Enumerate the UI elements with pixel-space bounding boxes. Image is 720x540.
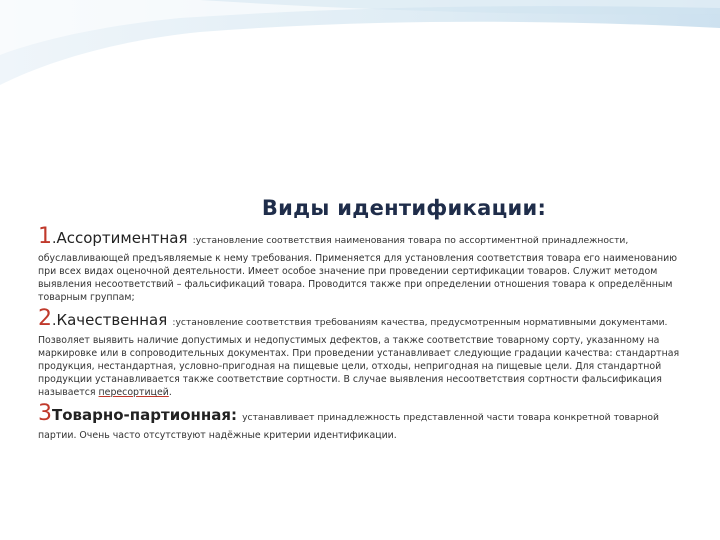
- section-inline-text: :установление соответствия требованиям качества, предусмотренным нормативными документами.: [172, 317, 668, 328]
- section-head: [38, 226, 690, 252]
- underlined-term: пересортицей: [98, 387, 169, 398]
- section-number: 2: [38, 306, 52, 331]
- background-swoosh: [0, 0, 720, 110]
- slide-content: [38, 196, 690, 446]
- section-head: [38, 403, 690, 429]
- section-batch: [38, 403, 690, 442]
- section-number-suffix: .: [52, 231, 57, 247]
- section-number-suffix: .: [52, 313, 57, 329]
- section-heading: Качественная: [56, 311, 168, 329]
- section-body: обуславливающей предъявляемые к нему требования. Применяется для установления соответствия товара его наименованию при всех видах оценочной деятельности. Имеет особое значение при проведении сертификации товаров. Служит методом выявления несоответствий – фальсификаций товара. Проводится также при определении отношения товара к определённым товарным группам;: [38, 253, 678, 303]
- section-inline-text: устанавливает принадлежность представленной части товара конкретной товарной: [242, 412, 660, 423]
- section-quality: [38, 308, 690, 399]
- section-assortment: [38, 226, 690, 304]
- section-number: 1: [38, 224, 52, 249]
- section-heading: Ассортиментная: [56, 229, 188, 247]
- slide-title: Виды идентификации:: [261, 196, 547, 220]
- section-heading: Товарно-партионная:: [52, 406, 237, 424]
- section-body: [38, 334, 690, 399]
- section-inline-text: :установление соответствия наименования товара по ассортиментной принадлежности,: [192, 235, 629, 246]
- section-body: партии. Очень часто отсутствуют надёжные критерии идентификации.: [38, 430, 397, 441]
- section-body-end: .: [168, 387, 172, 398]
- section-head: [38, 308, 690, 334]
- section-number: 3: [38, 401, 52, 426]
- section-body-text: Позволяет выявить наличие допустимых и недопустимых дефектов, а также соответствие товарному сорту, указанному на маркировке или в сопроводительных документах. При проведении устанавливает следующие градации качества: стандартная продукция, нестандартная, условно-пригодная на пищевые цели, отходы, непригодная на пищевые цели. Для стандартной продукции устанавливается также соответствие сортности. В случае выявления несоответствия сортности фальсификация называется: [38, 335, 680, 398]
